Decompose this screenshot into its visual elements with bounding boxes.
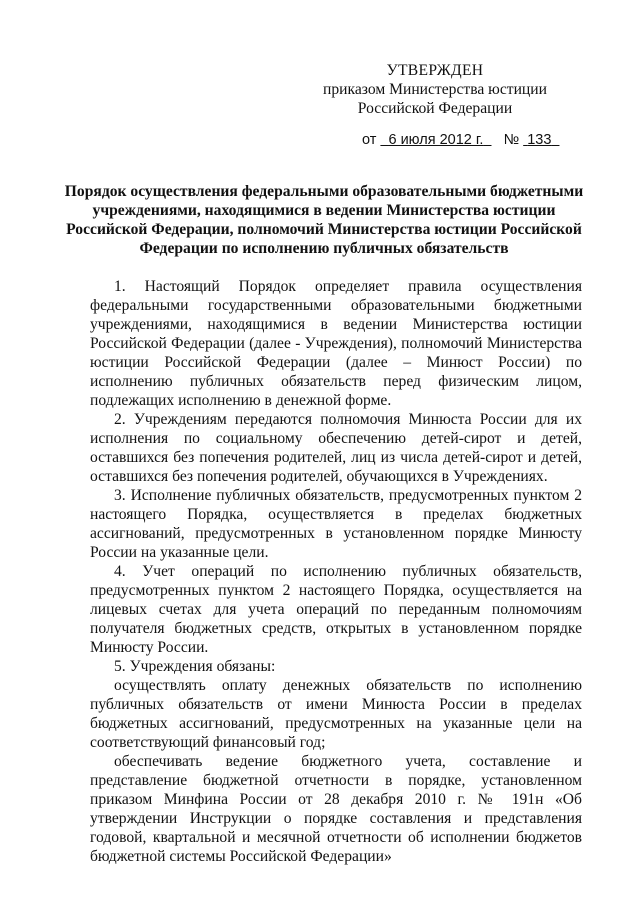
paragraph-5-item-1: осуществлять оплату денежных обязательств по исполнению публичных обязательств от имени Минюста России в пределах бюджетных ассигнований, предусмотренных на указанные цели на соответствующий финансовый год; [90,677,582,751]
document-title: Порядок осуществления федеральными образовательными бюджетными учреждениями, находящимися в ведении Министерства юстиции Российской Федерации, полномочий Министерства юстиции Российской Федерации по исполнению публичных обязательств [64,183,584,257]
date-prefix: от [362,132,377,148]
paragraph-3: 3. Исполнение публичных обязательств, предусмотренных пунктом 2 настоящего Порядка, осуществляется в пределах бюджетных ассигнований, предусмотренных в установленном порядке Минюсту России на указанные цели. [90,487,582,561]
paragraph-5-item-2: обеспечивать ведение бюджетного учета, составление и представление бюджетной отчетности в порядке, установленном приказом Минфина России от 28 декабря 2010 г. № 191н «Об утверждении Инструкции о порядке составления и представления годовой, квартальной и месячной отчетности об исполнении бюджетов бюджетной системы Российской Федерации» [90,753,582,865]
order-date-number [362,131,559,150]
order-number: 133 [527,132,552,148]
approval-order-line: приказом Министерства юстиции [323,81,547,98]
approval-ministry-line: Российской Федерации [357,100,513,117]
approval-heading: УТВЕРЖДЕН [386,62,484,79]
paragraph-1: 1. Настоящий Порядок определяет правила осуществления федеральными государственными образовательными бюджетными учреждениями, находящимися в ведении Министерства юстиции Российской Федерации (далее - Учреждения), полномочий Министерства юстиции Российской Федерации (далее – Минюст России) по исполнению публичных обязательств перед физическим лицом, подлежащих исполнению в денежной форме. [90,278,582,409]
paragraph-2: 2. Учреждениям передаются полномочия Минюста России для их исполнения по социальному обеспечению детей-сирот и детей, оставшихся без попечения родителей, лиц из числа детей-сирот и детей, оставшихся без попечения родителей, обучающихся в Учреждениях. [90,411,582,485]
number-prefix: № [503,132,520,148]
paragraph-4: 4. Учет операций по исполнению публичных обязательств, предусмотренных пунктом 2 настоящего Порядка, осуществляется на лицевых счетах для учета операций по переданным полномочиям получателя бюджетных средств, открытых в установленном порядке Минюсту России. [90,563,582,656]
document-body [90,277,582,866]
order-date: 6 июля 2012 г. [388,132,484,148]
paragraph-5: 5. Учреждения обязаны: [114,658,276,675]
approval-block [310,61,560,118]
